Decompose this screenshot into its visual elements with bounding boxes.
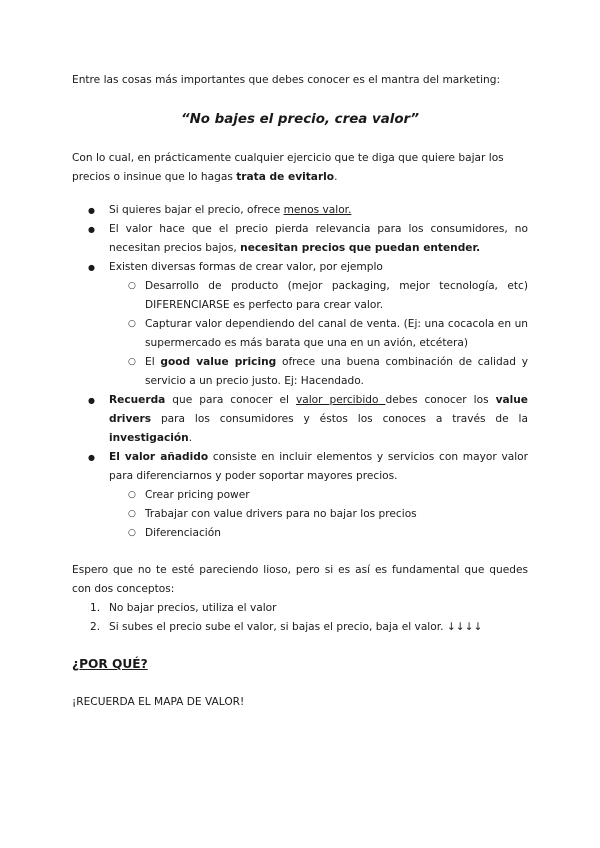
why-heading: ¿POR QUÉ? <box>72 657 148 671</box>
bullet-item-1 <box>72 201 528 220</box>
document-page <box>72 71 528 712</box>
sub-text: El <box>145 356 161 368</box>
remember-text: ¡RECUERDA EL MAPA DE VALOR! <box>72 696 245 708</box>
sub-bullet-item: ○ Desarrollo de producto (mejor packaging, mejor tecnología, etc) DIFERENCIARSE es perfecto para crear valor. <box>109 277 528 315</box>
bullet-bold: El valor añadido <box>109 451 209 463</box>
bullet-text: consiste en incluir elementos y servicios con mayor valor para diferenciarnos y poder soportar mayores precios. <box>109 451 528 482</box>
bullet-item-2 <box>72 220 528 258</box>
bullet-text: para los consumidores y éstos los conoces a través de la <box>151 413 528 425</box>
motto-heading: “No bajes el precio, crea valor” <box>180 112 420 127</box>
list-text: No bajar precios, utiliza el valor <box>109 602 277 614</box>
bullet-bold: necesitan precios que puedan entender. <box>240 242 481 254</box>
numbered-item-2 <box>72 618 528 637</box>
bullet-item-4 <box>72 391 528 448</box>
paragraph-end: . <box>334 171 338 183</box>
bullet-underline: menos valor. <box>283 204 352 216</box>
bullet-item-5 <box>72 448 528 543</box>
sub-bullet-list <box>109 486 528 543</box>
list-text: Si subes el precio sube el valor, si bajas el precio, baja el valor. ↓↓↓↓ <box>109 621 483 633</box>
main-bullet-list <box>72 201 528 543</box>
sub-text: ofrece una buena combinación de calidad y servicio a un precio justo. Ej: Hacendado. <box>145 356 528 387</box>
intro-text: Entre las cosas más importantes que debes conocer es el mantra del marketing: <box>72 74 501 86</box>
bullet-item-3 <box>72 258 528 391</box>
sub-bullet-item: ○ Crear pricing power <box>109 486 528 505</box>
bullet-text: Si quieres bajar el precio, ofrece <box>109 204 284 216</box>
bullet-bold: Recuerda <box>109 394 166 406</box>
paragraph-bold: trata de evitarlo <box>236 171 335 183</box>
sub-bold: good value pricing <box>160 356 277 368</box>
sub-bullet-list <box>109 277 528 391</box>
paragraph-text: Con lo cual, en prácticamente cualquier ejercicio que te diga que quiere bajar los precios o insinue que lo hagas <box>72 152 504 183</box>
bullet-text: debes conocer los <box>385 394 496 406</box>
bullet-underline: valor percibido <box>295 394 386 406</box>
numbered-item-1 <box>72 599 528 618</box>
bullet-bold: investigación <box>109 432 189 444</box>
intro-paragraph <box>72 149 528 187</box>
bullet-text: que para conocer el <box>165 394 296 406</box>
numbered-list <box>72 599 528 637</box>
list-number: 2. <box>90 621 101 633</box>
sub-bullet-item: ○ Trabajar con value drivers para no bajar los precios <box>109 505 528 524</box>
bullet-bold: value drivers <box>109 394 528 425</box>
sub-bullet-item <box>109 353 528 391</box>
bullet-text: Existen diversas formas de crear valor, por ejemplo <box>109 261 383 273</box>
sub-bullet-item: ○ Diferenciación <box>109 524 528 543</box>
closing-paragraph: Espero que no te esté pareciendo lioso, pero si es así es fundamental que quedes con dos conceptos: <box>72 564 528 595</box>
bullet-text: . <box>188 432 193 444</box>
sub-bullet-item: ○ Capturar valor dependiendo del canal de venta. (Ej: una cocacola en un supermercado es más barata que una en un avión, etcétera) <box>109 315 528 353</box>
list-number: 1. <box>90 602 101 614</box>
bullet-text: El valor hace que el precio pierda relevancia para los consumidores, no necesitan precios bajos, <box>109 223 528 254</box>
